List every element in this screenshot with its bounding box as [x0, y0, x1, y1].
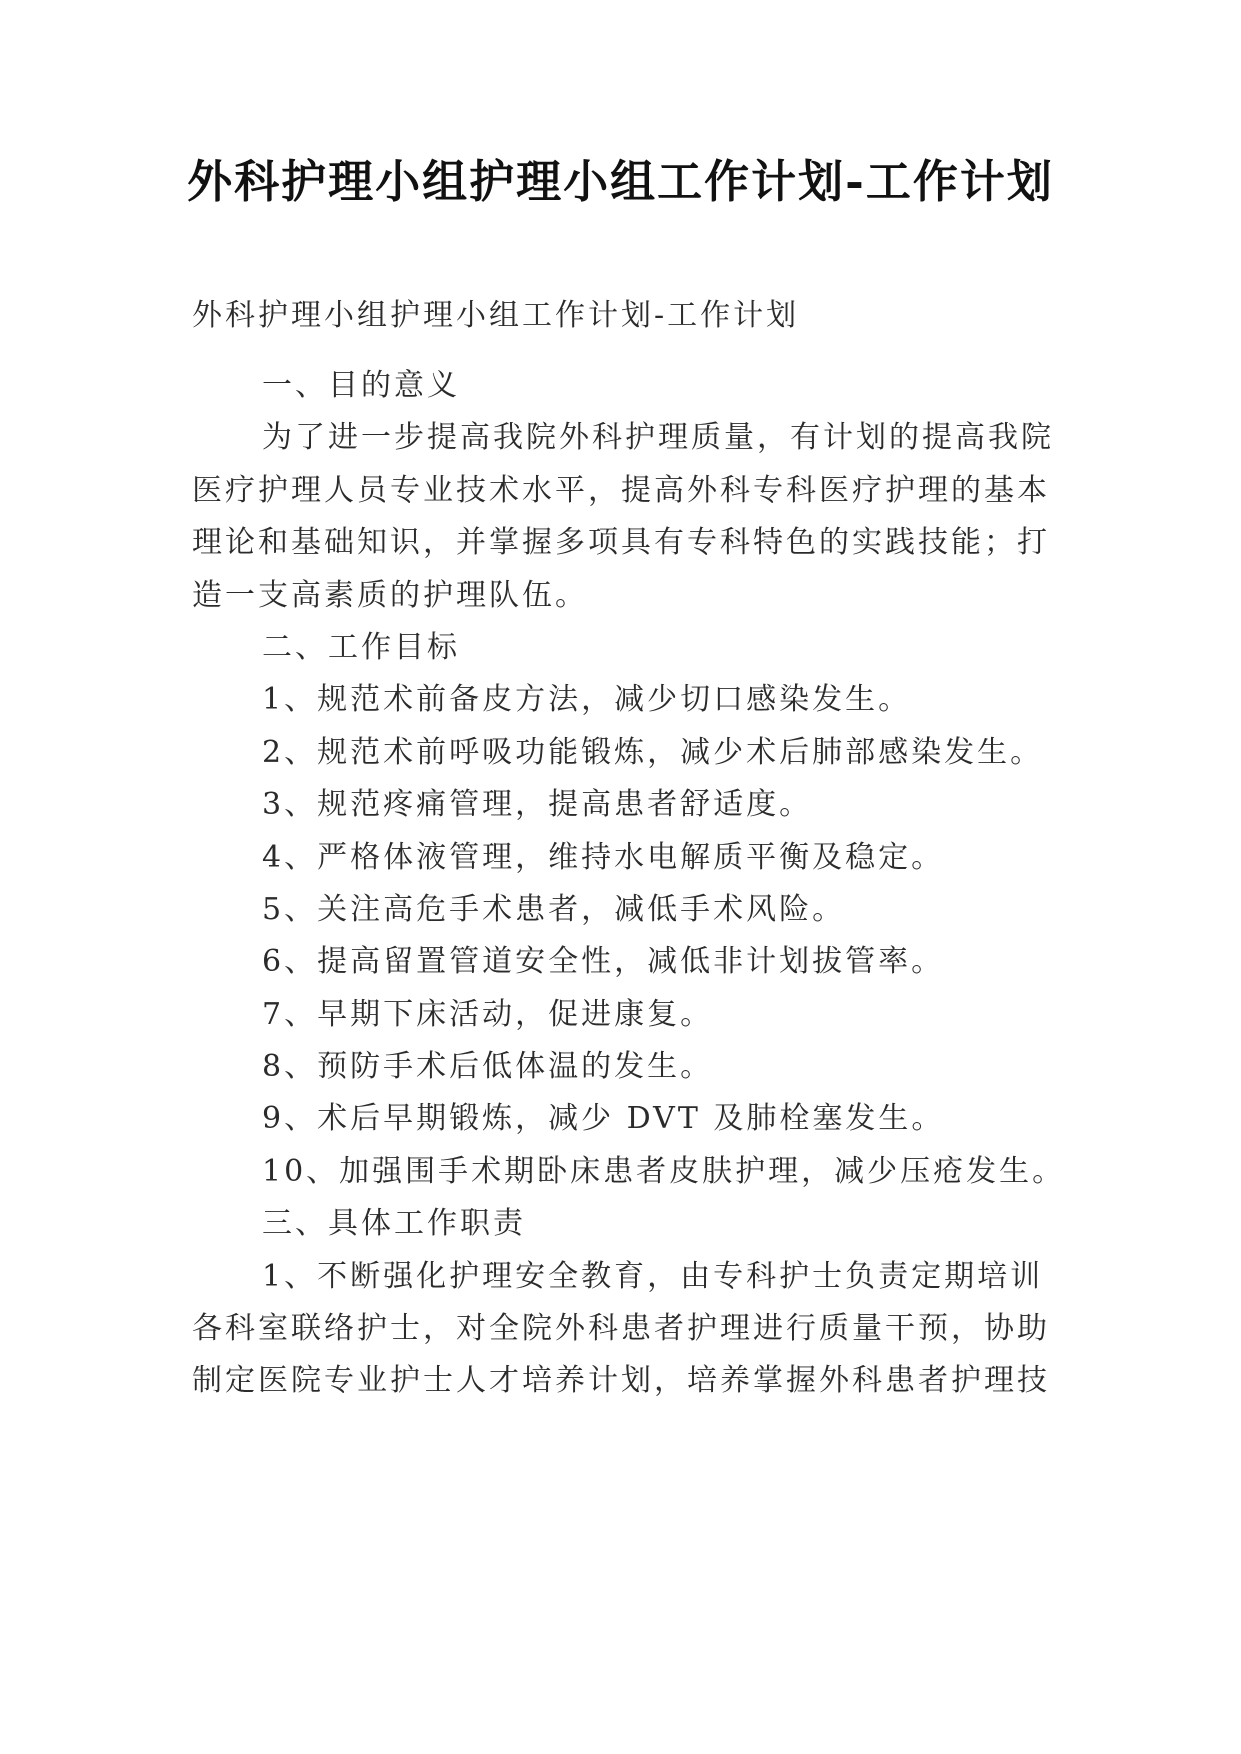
document-subtitle: 外科护理小组护理小组工作计划-工作计划: [192, 298, 800, 333]
section-heading: 一、目的意义: [262, 368, 460, 403]
paragraph-line: 各科室联络护士，对全院外科患者护理进行质量干预，协助: [192, 1311, 1050, 1347]
list-item: 6、提高留置管道安全性，减低非计划拔管率。: [262, 944, 945, 980]
list-item: 1、规范术前备皮方法，减少切口感染发生。: [262, 682, 912, 718]
list-item: 9、术后早期锻炼，减少 DVT 及肺栓塞发生。: [262, 1101, 945, 1137]
paragraph-line: 1、不断强化护理安全教育，由专科护士负责定期培训: [262, 1258, 1044, 1294]
list-item: 4、严格体液管理，维持水电解质平衡及稳定。: [262, 839, 945, 875]
section-heading: 三、具体工作职责: [262, 1206, 526, 1242]
paragraph-line: 理论和基础知识，并掌握多项具有专科特色的实践技能；打: [192, 525, 1050, 561]
document-body: [192, 360, 1092, 1408]
list-item: 10、加强围手术期卧床患者皮肤护理，减少压疮发生。: [262, 1153, 1066, 1189]
paragraph-line: 为了进一步提高我院外科护理质量，有计划的提高我院: [262, 420, 1054, 456]
document-title: 外科护理小组护理小组工作计划-工作计划: [187, 155, 1054, 208]
list-item: 5、关注高危手术患者，减低手术风险。: [262, 891, 846, 927]
paragraph-line: 造一支高素质的护理队伍。: [192, 577, 588, 613]
list-item: 7、早期下床活动，促进康复。: [262, 996, 714, 1032]
section-heading: 二、工作目标: [262, 629, 460, 665]
paragraph-line: 医疗护理人员专业技术水平，提高外科专科医疗护理的基本: [192, 472, 1050, 508]
list-item: 8、预防手术后低体温的发生。: [262, 1049, 714, 1085]
list-item: 3、规范疼痛管理，提高患者舒适度。: [262, 787, 813, 823]
list-item: 2、规范术前呼吸功能锻炼，减少术后肺部感染发生。: [262, 734, 1044, 770]
paragraph-line: 制定医院专业护士人才培养计划，培养掌握外科患者护理技: [192, 1363, 1050, 1399]
